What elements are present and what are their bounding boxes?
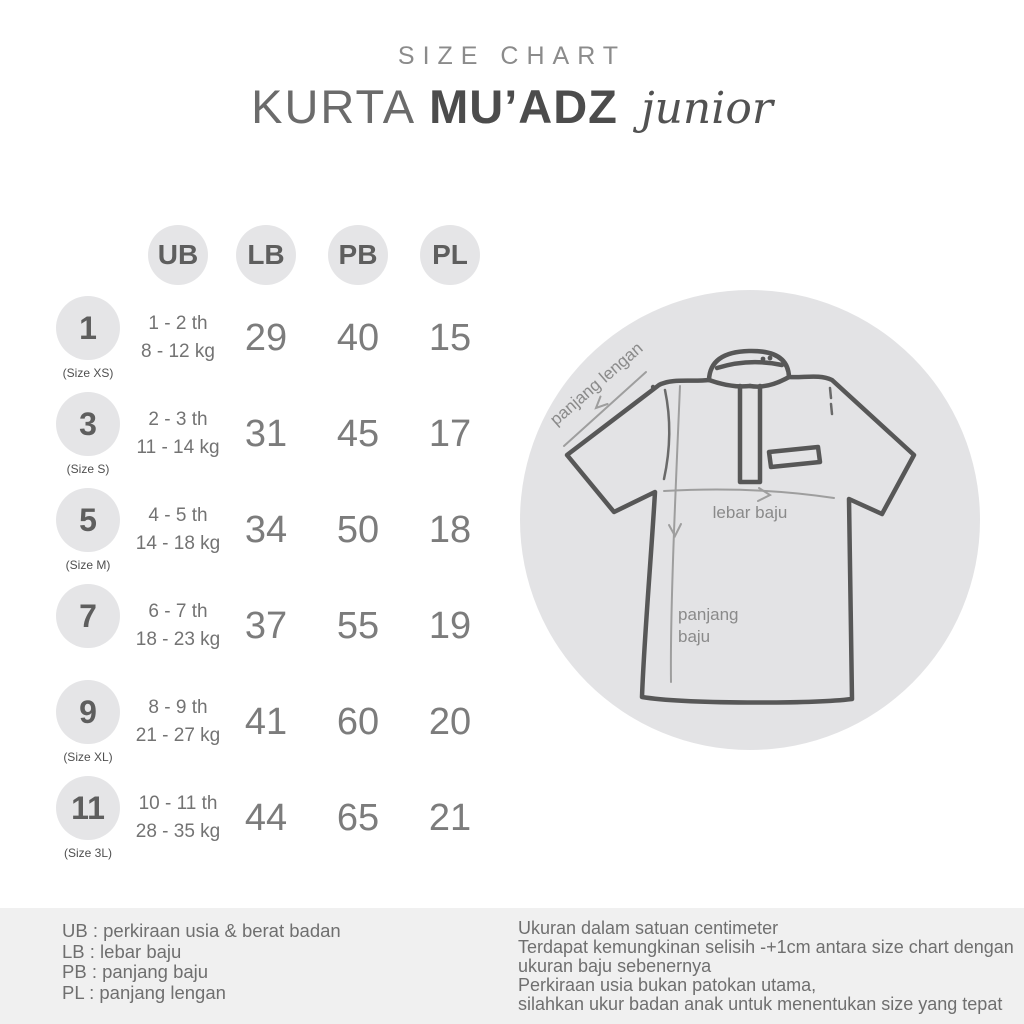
size-badge: 1	[56, 296, 120, 360]
ub-value: 4 - 5 th 14 - 18 kg	[135, 504, 221, 554]
note-line: silahkan ukur badan anak untuk menentukan size yang tepat	[518, 994, 1003, 1014]
lb-value: 29	[244, 316, 288, 359]
table-row-size-cell	[40, 578, 136, 674]
pl-value: 20	[428, 700, 472, 743]
size-chart-eyebrow: SIZE CHART	[397, 42, 627, 70]
size-badge: 5	[56, 488, 120, 552]
table-row-size-cell	[40, 674, 136, 770]
placket	[740, 386, 760, 482]
size-badge: 3	[56, 392, 120, 456]
brand-kurta: KURTA	[251, 80, 417, 133]
column-header-lb: LB	[236, 225, 296, 285]
lb-value: 44	[244, 796, 288, 839]
ub-value: 10 - 11 th 28 - 35 kg	[135, 792, 221, 842]
shirt-diagram-circle	[520, 290, 980, 750]
brand-junior: junior	[640, 83, 773, 134]
size-table	[40, 220, 496, 866]
measurement-notes	[518, 919, 1014, 1014]
collar-button-dot	[768, 356, 773, 361]
shoulder-seam-dot	[651, 385, 655, 389]
size-badge: 11	[56, 776, 120, 840]
collar-button-dot	[761, 357, 766, 362]
pb-value: 50	[336, 508, 380, 551]
table-row-size-cell	[40, 770, 136, 866]
width-measure-line	[664, 490, 834, 498]
collar-fold-left	[709, 380, 750, 386]
table-row-size-cell	[40, 482, 136, 578]
ub-value: 8 - 9 th 21 - 27 kg	[135, 696, 221, 746]
size-label: (Size XL)	[63, 750, 113, 764]
lb-value: 31	[244, 412, 288, 455]
size-label: (Size M)	[65, 558, 111, 572]
pb-value: 45	[336, 412, 380, 455]
pb-value: 55	[336, 604, 380, 647]
armhole-seam	[664, 390, 669, 479]
size-label: (Size 3L)	[63, 846, 113, 860]
header-spacer	[40, 220, 136, 290]
column-header-pb: PB	[328, 225, 388, 285]
size-badge: 7	[56, 584, 120, 648]
width-label: lebar baju	[712, 503, 788, 522]
pb-value: 60	[336, 700, 380, 743]
legend-pb: PB : panjang baju	[62, 961, 209, 982]
size-label: (Size S)	[66, 462, 110, 476]
length-label-line1: panjang	[678, 605, 739, 624]
abbreviation-legend	[62, 921, 341, 1003]
note-line: ukuran baju sebenernya	[518, 956, 712, 976]
sleeve-measure-arrow	[596, 397, 608, 409]
kurta-shirt-illustration	[520, 290, 980, 750]
pb-value: 65	[336, 796, 380, 839]
collar-inner-line	[717, 362, 782, 368]
lb-value: 41	[244, 700, 288, 743]
table-row-size-cell	[40, 290, 136, 386]
pocket	[769, 447, 820, 467]
lb-value: 37	[244, 604, 288, 647]
legend-pl: PL : panjang lengan	[62, 981, 226, 1003]
column-header-ub: UB	[148, 225, 208, 285]
size-badge: 9	[56, 680, 120, 744]
pl-value: 15	[428, 316, 472, 359]
legend-ub: UB : perkiraan usia & berat badan	[62, 920, 341, 941]
size-label: (Size XS)	[62, 366, 114, 380]
note-line: Perkiraan usia bukan patokan utama,	[518, 975, 817, 995]
lb-value: 34	[244, 508, 288, 551]
brand-muadz: MU’ADZ	[429, 80, 618, 133]
pl-value: 17	[428, 412, 472, 455]
page-header	[0, 0, 1024, 134]
pl-value: 18	[428, 508, 472, 551]
sleeve-label: panjang lengan	[546, 338, 647, 430]
table-row-size-cell	[40, 386, 136, 482]
note-line: Ukuran dalam satuan centimeter	[518, 918, 779, 938]
ub-value: 1 - 2 th 8 - 12 kg	[141, 312, 215, 362]
pb-value: 40	[336, 316, 380, 359]
ub-value: 6 - 7 th 18 - 23 kg	[135, 600, 221, 650]
note-line: Terdapat kemungkinan selisih -+1cm antara size chart dengan	[518, 937, 1014, 957]
shoulder-seam-dashes	[830, 388, 832, 414]
footer-strip	[0, 908, 1024, 1024]
brand-title	[0, 79, 1024, 134]
pl-value: 21	[428, 796, 472, 839]
length-label-line2: baju	[678, 627, 711, 646]
legend-lb: LB : lebar baju	[62, 940, 182, 962]
pl-value: 19	[428, 604, 472, 647]
collar-fold-right	[750, 377, 789, 387]
ub-value: 2 - 3 th 11 - 14 kg	[136, 408, 220, 458]
column-header-pl: PL	[420, 225, 480, 285]
